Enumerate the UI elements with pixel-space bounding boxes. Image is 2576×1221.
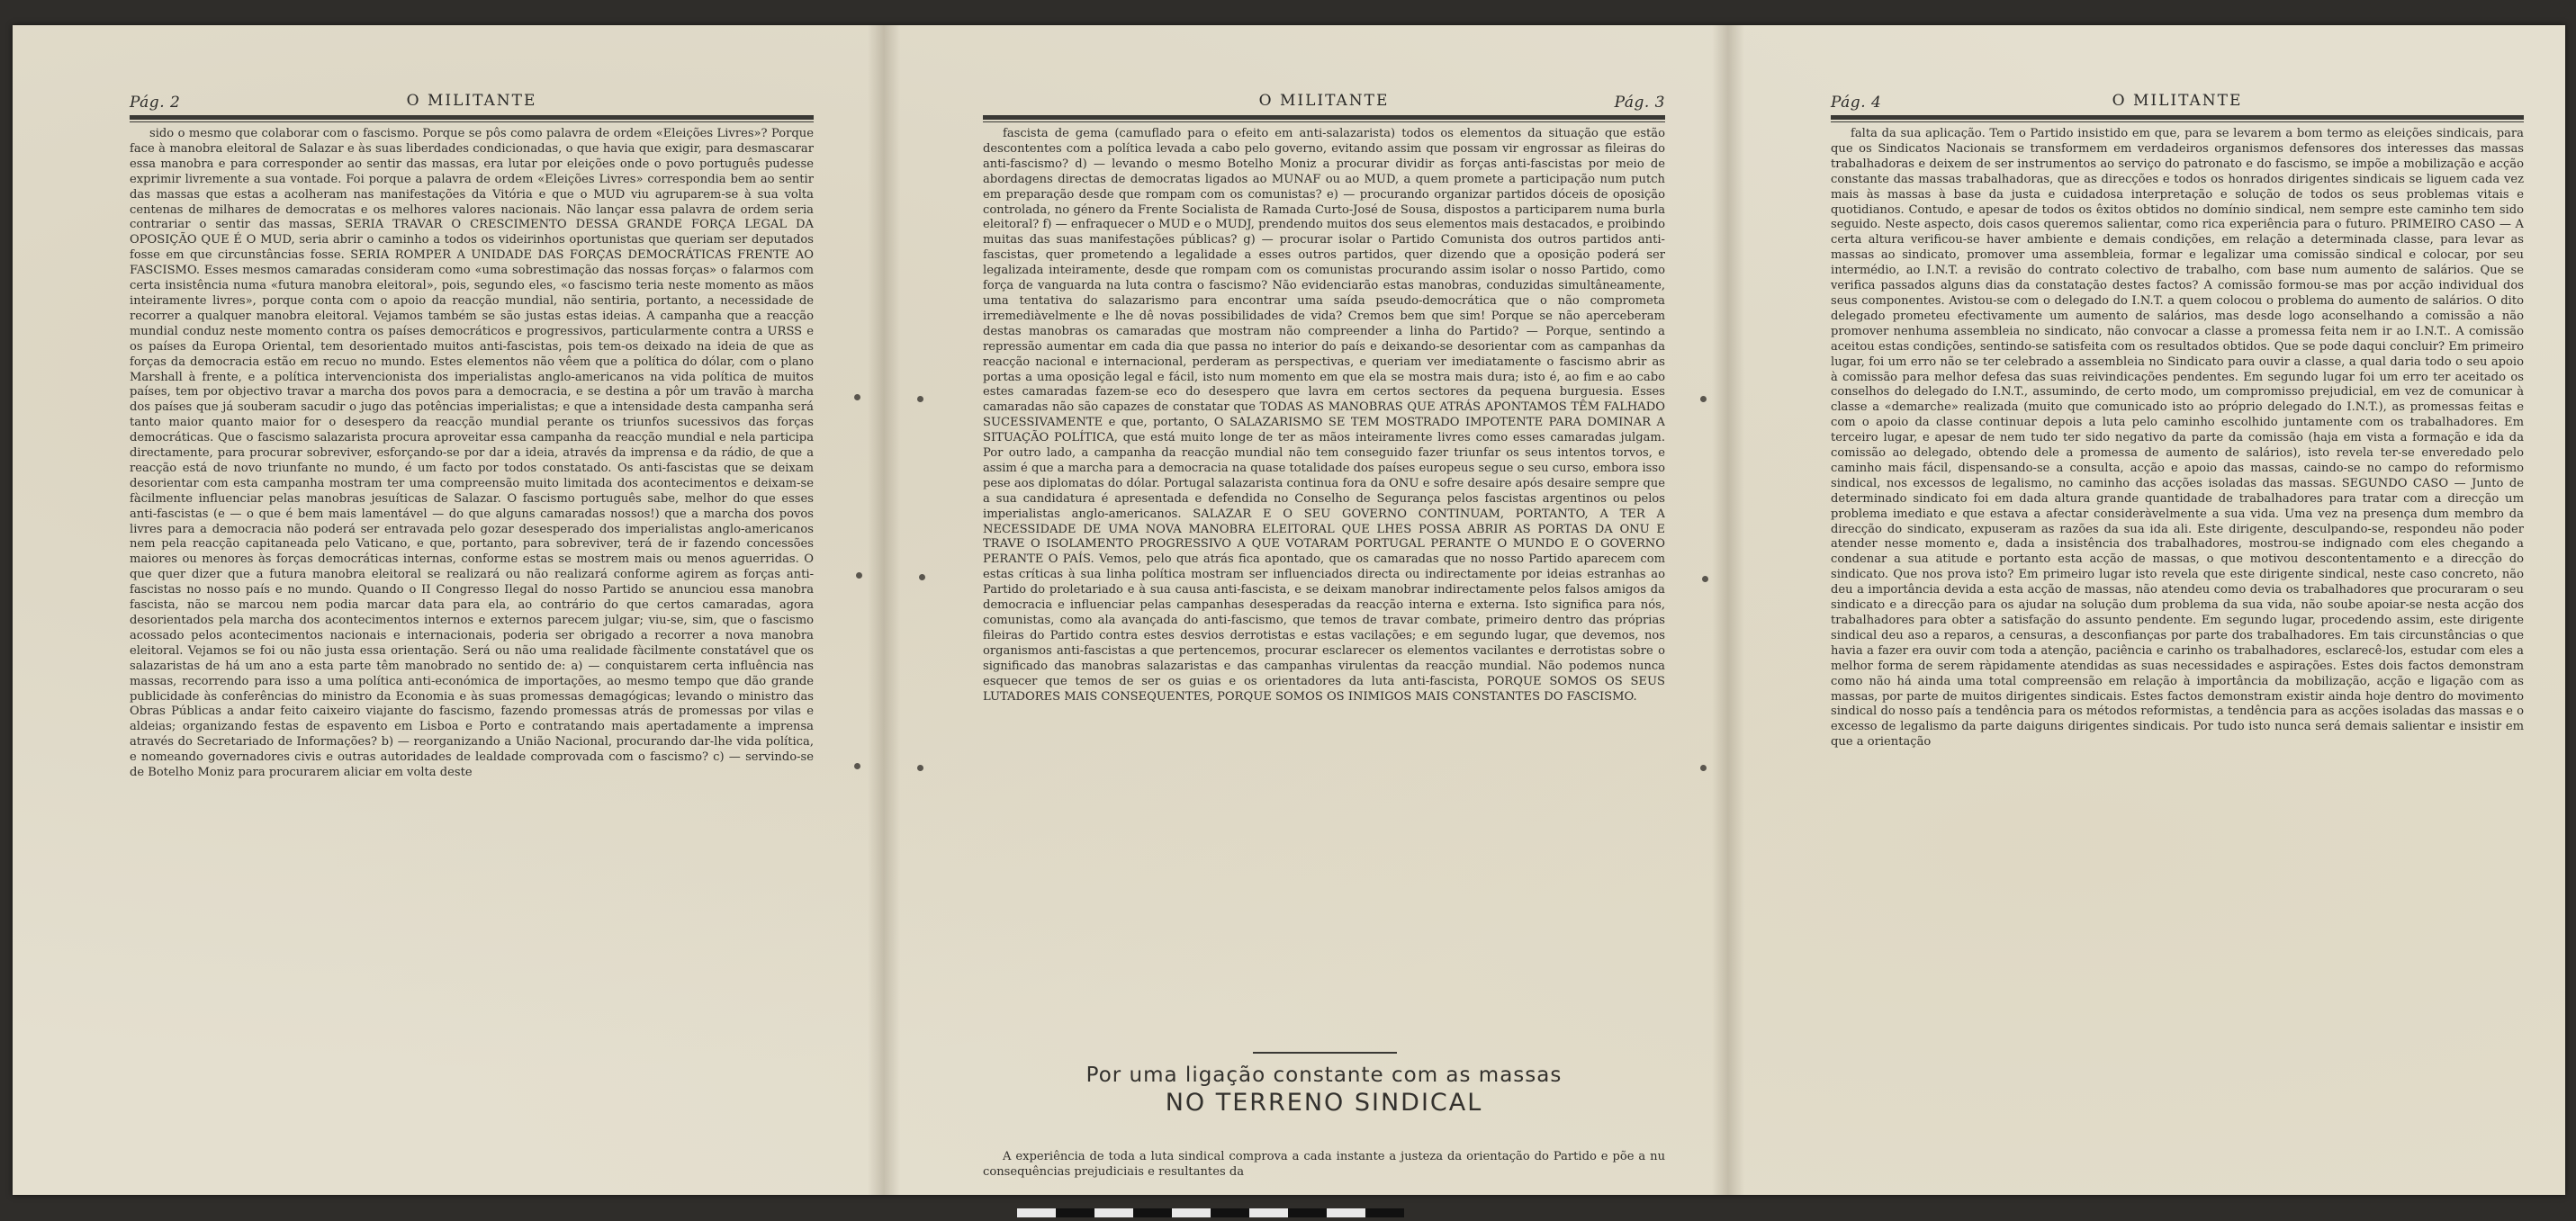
- header-rule-thin: [983, 121, 1665, 122]
- article-body: [130, 127, 814, 1175]
- section-divider: [1253, 1052, 1397, 1054]
- article-lead: [983, 1150, 1665, 1181]
- headline-line-2: NO TERRENO SINDICAL: [1165, 1089, 1483, 1117]
- punch-hole: [919, 574, 925, 580]
- article-text: falta da sua aplicação. Tem o Partido insistido em que, para se levarem a bom termo as eleições sindicais, para que os Sindicatos Nacionais se transformem em verdadeiros organismos defensores dos interesses das massas trabalhadoras e deixem de ser instrumentos ao serviço do patronato e do fascismo, se impõe a mobilização e acção constante das massas trabalhadoras, que as direcções e todos os honrados dirigentes sindicais se liguem cada vez mais às massas à base da justa e cuidadosa interpretação e solução de todos os seus problemas vitais e quotidianos. Contudo, e apesar de todos os êxitos obtidos no domínio sindical, nem sempre este caminho tem sido seguido. Neste aspecto, dois casos queremos salientar, como rica experiência para o futuro. PRIMEIRO CASO — A certa altura verificou-se haver ambiente e demais condições, em relação a determinada classe, para levar as massas ao sindicato, promover uma assembleia, formar e legalizar uma comissão sindical e colocar, por seu intermédio, ao I.N.T. a revisão do contrato colectivo de trabalho, com base num aumento de salários. Que se verifica passados alguns dias da constatação destes factos? A comissão formou-se mas por acção individual dos seus componentes. Avistou-se com o delegado do I.N.T. a quem colocou o problema do aumento de salários. O dito delegado prometeu efectivamente um aumento de salários, mas desde logo aconselhando a comissão a não promover nenhuma assembleia no sindicato, não convocar a classe a promessa feita nem ir ao I.N.T.. A comissão aceitou estas condições, sentindo-se satisfeita com os resultados obtidos. Que se pode daqui concluir? Em primeiro lugar, foi um erro não se ter celebrado a assembleia no Sindicato para ouvir a classe, a qual daria todo o seu apoio à comissão para melhor defesa das suas reivindicações pendentes. Em segundo lugar foi um erro ter aceitado os conselhos do delegado do I.N.T., assumindo, de certo modo, um compromisso prejudicial, em vez de comunicar à classe a «demarche» realizada (muito que comunicado isto ao próprio delegado do I.N.T.), as promessas feitas e com o apoio da classe continuar depois a luta pelo caminho escolhido juntamente com os trabalhadores. Em terceiro lugar, e apesar de nem tudo ter sido negativo da parte da comissão (haja em vista a formação e ida da comissão ao delegado, obtendo dele a promessa de aumento de salários), isto revela ter-se enveredado pelo caminho mais fácil, dispensando-se a consulta, acção e apoio das massas, caindo-se no campo do reformismo sindical, nos excessos de legalismo, no caminho das acções isoladas das massas. SEGUNDO CASO — Junto de determinado sindicato foi em dada altura grande quantidade de trabalhadores para tratar com a direcção um problema imediato e que estava a afectar consideràvelmente a sua vida. Uma vez na presença dum membro da direcção do sindicato, expuseram as razões da sua ida ali. Este dirigente, desculpando-se, respondeu não poder atender nesse momento e, dada a insistência dos trabalhadores, mostrou-se indignado com eles chegando a condenar a sua atitude e portanto esta acção de massas, o que motivou descontentamento e a direcção do sindicato. Que nos prova isto? Em primeiro lugar isto revela que este dirigente sindical, neste caso concreto, não deu a importância devida a esta acção de massas, não atendeu como devia os trabalhadores que procuraram o seu sindicato e a direcção para os ajudar na solução dum problema da sua vida, não soube apoiar-se nesta acção dos trabalhadores para obter a satisfação do assunto pendente. Em segundo lugar, procedendo assim, este dirigente sindical deu aso a reparos, a censuras, a desconfianças por parte dos trabalhadores. Em tais circunstâncias o que havia a fazer era ouvir com toda a atenção, paciência e carinho os trabalhadores, esclarecê-los, estudar com eles a melhor forma de serem ràpidamente atendidas as suas necessidades e aspirações. Estes dois factos demonstram como não há ainda uma total compreensão em relação à importância da mobilização, acção e ligação com as massas, por parte de muitos dirigentes sindicais. Estes factos demonstram existir ainda hoje dentro do movimento sindical do nosso país a tendência para os métodos reformistas, a tendência para as acções isoladas das massas e o excesso de legalismo da parte daiguns dirigentes sindicais. Por tudo isto nunca será demais salientar e insistir em que a orientação: [1831, 127, 2524, 750]
- running-header: [983, 92, 1665, 112]
- running-header: [1831, 92, 2524, 112]
- header-rule: [1831, 115, 2524, 120]
- page-middle: [983, 25, 1665, 1195]
- paper-title: O MILITANTE: [2112, 92, 2243, 110]
- scale-bar: [1017, 1208, 1404, 1217]
- punch-hole: [917, 765, 923, 771]
- fold-line: [1712, 25, 1744, 1195]
- page-number: Pág. 3: [1614, 94, 1665, 112]
- page-number: Pág. 2: [130, 94, 181, 112]
- header-rule: [130, 115, 814, 120]
- punch-hole: [1700, 765, 1707, 771]
- article-text: sido o mesmo que colaborar com o fascismo. Porque se pôs como palavra de ordem «Eleições Livres»? Porque face à manobra eleitoral de Salazar e às suas liberdades condicionadas, o que havia que exigir, para desmascarar essa manobra e para corresponder ao sentir das massas, era lutar por eleições onde o povo português pudesse exprimir livremente a sua vontade. Foi porque a palavra de ordem «Eleições Livres» correspondia bem ao sentir das massas que estas a acolheram nas manifestações da Vitória e que o MUD viu agruparem-se à sua volta centenas de milhares de democratas e os melhores valores nacionais. Não lançar essa palavra de ordem seria contrariar o sentir das massas, SERIA TRAVAR O CRESCIMENTO DESSA GRANDE FORÇA LEGAL DA OPOSIÇÃO QUE É O MUD, seria abrir o caminho a todos os videirinhos oportunistas que queriam ser deputados fosse em que circunstâncias fosse. SERIA ROMPER A UNIDADE DAS FORÇAS DEMOCRÁTICAS FRENTE AO FASCISMO. Esses mesmos camaradas consideram como «uma sobrestimação das nossas forças» o falarmos com certa insistência numa «futura manobra eleitoral», pois, segundo eles, «o fascismo teria neste momento as mãos inteiramente livres», porque conta com o apoio da reacção mundial, não sentiria, portanto, a necessidade de recorrer a qualquer manobra eleitoral. Vejamos também se são justas estas ideias. A campanha que a reacção mundial conduz neste momento contra os países democráticos e progressivos, particularmente contra a URSS e os países da Europa Oriental, tem desorientado muitos anti-fascistas, pois tem-os deixado na ideia de que as forças da democracia estão em recuo no mundo. Estes elementos não vêem que a política do dólar, com o plano Marshall à frente, e a política intervencionista dos imperialistas anglo-americanos na vida política de muitos países, tem por objectivo travar a marcha dos povos para a democracia, e se destina a pôr um travão à marcha dos países que já souberam sacudir o jugo das potências imperialistas; e que a intensidade desta campanha será tanto maior quanto maior for o desespero da reacção mundial perante os triunfos sucessivos das forças democráticas. Que o fascismo salazarista procura aproveitar essa campanha da reacção mundial e nela participa directamente, para procurar sobreviver, esforçando-se por dar a ideia, através da imprensa e da rádio, de que a reacção está de novo triunfante no mundo, é um facto por todos constatado. Os anti-fascistas que se deixam desorientar com esta campanha mostram ter uma compreensão muito limitada dos acontecimentos e deixam-se fàcilmente influenciar pelas manobras jesuíticas de Salazar. O fascismo português sabe, melhor do que esses anti-fascistas (e — o que é bem mais lamentável — do que alguns camaradas nossos!) que a marcha dos povos livres para a democracia não poderá ser entravada pelo gozar desesperado dos imperialistas anglo-americanos nem pela reacção capitaneada pelo Vaticano, e que, portanto, para sobreviver, terá de ir fazendo concessões maiores ou menores às forças democráticas internas, conforme estas se mostrem mais ou menos aguerridas. O que quer dizer que a futura manobra eleitoral se realizará ou não realizará conforme agirem as forças anti-fascistas no nosso país e no mundo. Quando o II Congresso Ilegal do nosso Partido se anunciou essa manobra fascista, não se marcou nem podia marcar data para ela, ao contrário do que certos camaradas, agora desorientados pela marcha dos acontecimentos internos e externos parecem julgar; viu-se, sim, que o fascismo acossado pelos acontecimentos nacionais e internacionais, poderia ser obrigado a recorrer a nova manobra eleitoral. Vejamos se foi ou não justa essa orientação. Será ou não uma realidade fàcilmente constatável que os salazaristas de há um ano a esta parte têm manobrado no sentido de: a) — conquistarem certa influência nas massas, recorrendo para isso a uma política anti-económica de importações, ao mesmo tempo que dão grande publicidade às conferências do ministro da Economia e às suas promessas demagógicas; levando o ministro das Obras Públicas a andar feito caixeiro viajante do fascismo, fazendo promessas atrás de promessas por vilas e aldeias; organizando festas de espavento em Lisboa e Porto e contratando mais apertadamente a imprensa através do Secretariado de Informações? b) — reorganizando a União Nacional, procurando dar-lhe vida política, e nomeando governadores civis e outras autoridades de lealdade comprovada com o fascismo? c) — servindo-se de Botelho Moniz para procurarem aliciar em volta deste: [130, 127, 814, 780]
- article-body: [1831, 127, 2524, 1175]
- fold-line: [868, 25, 900, 1195]
- running-header: [130, 92, 814, 112]
- punch-hole: [917, 396, 923, 402]
- paper-title: O MILITANTE: [1258, 92, 1390, 110]
- article-text: fascista de gema (camuflado para o efeito em anti-salazarista) todos os elementos da situação que estão descontentes com a política levada a cabo pelo governo, evitando assim que possam vir engrossar as fileiras do anti-fascismo? d) — levando o mesmo Botelho Moniz a procurar dividir as forças anti-fascistas por meio de abordagens directas de democratas ligados ao MUNAF ou ao MUD, a quem promete a participação num putch em preparação desde que rompam com os comunistas? e) — procurando organizar partidos dóceis de oposição controlada, no género da Frente Socialista de Ramada Curto-José de Sousa, dispostos a participarem numa burla eleitoral? f) — enfraquecer o MUD e o MUDJ, prendendo muitos dos seus elementos mais destacados, e proibindo muitas das suas manifestações públicas? g) — procurar isolar o Partido Comunista dos outros partidos anti-fascistas, quer prometendo a legalidade a esses outros partidos, quer dizendo que a oposição poderá ser legalizada inteiramente, desde que rompam com os comunistas procurando assim isolar o nosso Partido, como força de vanguarda na luta contra o fascismo? Não evidenciarão estas manobras, conduzidas simultâneamente, uma tentativa do salazarismo para encontrar uma saída pseudo-democrática que o não comprometa irremediàvelmente e lhe dê novas possibilidades de vida? Cremos bem que sim! Porque se não aperceberam destas manobras os camaradas que mostram não compreender a linha do Partido? — Porque, sentindo a repressão aumentar em cada dia que passa no interior do país e deixando-se desorientar com as campanhas da reacção nacional e internacional, perderam as perspectivas, e queriam ver imediatamente o fascismo abrir as portas a uma oposição legal e fácil, isto num momento em que ela se mostra mais dura; isto é, ao fim e ao cabo estes camaradas fazem-se eco do desespero que lavra em certos sectores da pequena burguesia. Esses camaradas não são capazes de constatar que TODAS AS MANOBRAS QUE ATRÁS APONTAMOS TÊM FALHADO SUCESSIVAMENTE e que, portanto, O SALAZARISMO SE TEM MOSTRADO IMPOTENTE PARA DOMINAR A SITUAÇÃO POLÍTICA, que está muito longe de ter as mãos inteiramente livres como esses camaradas julgam. Por outro lado, a campanha da reacção mundial não tem conseguido fazer triunfar os seus intentos torvos, e assim é que a marcha para a democracia na quase totalidade dos países europeus segue o seu curso, embora isso pese aos diplomatas do dólar. Portugal salazarista continua fora da ONU e sofre desaire após desaire sempre que a sua candidatura é apresentada e defendida no Conselho de Segurança pelos fascistas argentinos ou pelos imperialistas anglo-americanos. SALAZAR E O SEU GOVERNO CONTINUAM, PORTANTO, A TER A NECESSIDADE DE UMA NOVA MANOBRA ELEITORAL QUE LHES POSSA ABRIR AS PORTAS DA ONU E TRAVE O ISOLAMENTO PROGRESSIVO A QUE VOTARAM PORTUGAL PERANTE O MUNDO E O GOVERNO PERANTE O PAÍS. Vemos, pelo que atrás fica apontado, que os camaradas que no nosso Partido aparecem com estas críticas à sua linha política mostram ser influenciados directa ou indirectamente por ideias estranhas ao Partido do proletariado e à sua causa anti-fascista, e se deixam manobrar indirectamente pelos falsos amigos da democracia e influenciar pelas campanhas desesperadas da reacção interna e externa. Isto significa para nós, comunistas, como ala avançada do anti-fascismo, que temos de travar combate, primeiro dentro das próprias fileiras do Partido contra estes desvios derrotistas e estas vacilações; e em segundo lugar, que devemos, nos organismos anti-fascistas a que pertencemos, procurar esclarecer os elementos vacilantes e derrotistas sobre o significado das manobras salazaristas e das campanhas virulentas da reacção mundial. Não podemos nunca esquecer que temos de ser os guias e os orientadores da luta anti-fascista, PORQUE SOMOS OS SEUS LUTADORES MAIS CONSEQUENTES, PORQUE SOMOS OS INIMIGOS MAIS CONSTANTES DO FASCISMO.: [983, 127, 1665, 704]
- page-right: [1831, 25, 2524, 1195]
- header-rule-thin: [1831, 121, 2524, 122]
- paper-title: O MILITANTE: [406, 92, 537, 110]
- punch-hole: [1702, 576, 1708, 582]
- article-body: [983, 127, 1665, 1050]
- punch-hole: [854, 763, 860, 769]
- punch-hole: [856, 572, 862, 579]
- header-rule: [983, 115, 1665, 120]
- header-rule-thin: [130, 121, 814, 122]
- article-lead-text: A experiência de toda a luta sindical comprova a cada instante a justeza da orientação do Partido e põe a nu consequências prejudiciais e resultantes da: [983, 1150, 1665, 1179]
- newspaper-sheet: [13, 25, 2565, 1195]
- section-headline: [983, 1064, 1665, 1117]
- punch-hole: [854, 394, 860, 400]
- headline-line-1: Por uma ligação constante com as massas: [1085, 1064, 1563, 1087]
- page-number: Pág. 4: [1831, 94, 1882, 112]
- page-left: [130, 25, 814, 1195]
- punch-hole: [1700, 396, 1707, 402]
